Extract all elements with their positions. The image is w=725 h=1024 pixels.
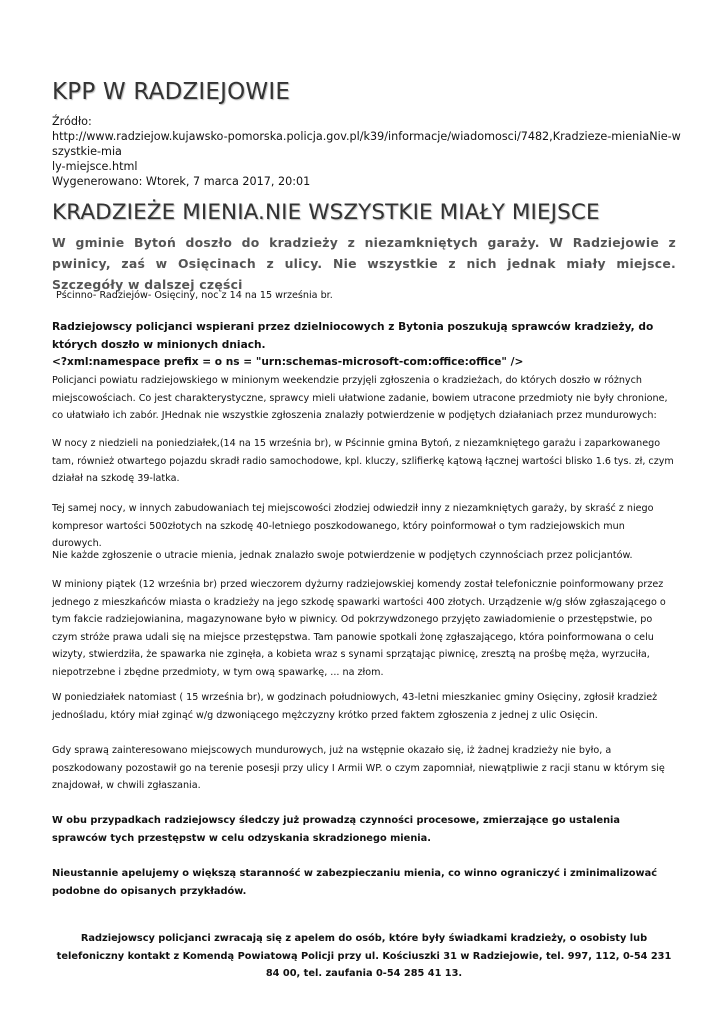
paragraph-5: W miniony piątek (12 września br) przed wieczorem dyżurny radziejowskiej komendy został telefonicznie poinformowany przez jednego z mieszkańców miasta o kradzieży na jego szkodę spawarki wartości 400 złotych. Urządzenie w/g słów zgłaszającego o tym fakcie radziejowianina, magazynowane było w piwnicy. Od pokrzywdzonego przyjęto zawiadomienie o przestępstwie, po czym stróże prawa udali się na miejsce przestępstwa. Tam panowie spotkali żonę zgłaszającego, która poinformowana o celu wizyty, stwierdziła, że spawarka nie zginęła, a kobieta wraz s synami sprzątając piwnicę, zresztą na prośbę męża, wyrzuciła, niepotrzebne i zbędne przedmioty, w tym ową spawarkę, ... na złom.	[52, 579, 666, 678]
paragraph-1: Policjanci powiatu radziejowskiego w minionym weekendzie przyjęli zgłoszenia o kradzieżach, do których doszło w różnych miejscowościach. Co jest charakterystyczne, sprawcy mieli ułatwione zadanie, bowiem utracone przedmioty nie były chronione, co ułatwiało ich zabór. JHednak nie wszystkie zgłoszenia znalazły potwierdzenie w podjętych działaniach przez mundurowych:	[52, 375, 668, 421]
paragraph-4: Nie każde zgłoszenie o utracie mienia, jednak znalazło swoje potwierdzenie w podjętych czynnościach przez policjantów.	[52, 550, 633, 561]
paragraph-3: Tej samej nocy, w innych zabudowaniach tej miejscowości złodziej odwiedził inny z niezamkniętych garaży, by skraść z niego kompresor wartości 500złotych na szkodę 40-letniego poszkodowanego, który poinformował o tym radziejowskich mun durowych.	[52, 503, 654, 549]
source-meta	[52, 114, 682, 189]
generated-date: Wygenerowano: Wtorek, 7 marca 2017, 20:01	[52, 175, 311, 188]
paragraph-8: W obu przypadkach radziejowscy śledczy już prowadzą czynności procesowe, zmierzające go ustalenia sprawców tych przestępstw w celu odzyskania skradzionego mienia.	[52, 815, 621, 844]
article-lead: W gminie Bytoń doszło do kradzieży z niezamkniętych garaży. W Radziejowie z pwinicy, zaś w Osięcinach z ulicy. Nie wszystkie z nich jednak miały miejsce. Szczegóły w dalszej części	[52, 235, 676, 292]
paragraph-7: Gdy sprawą zainteresowano miejscowych mundurowych, już na wstępnie okazało się, iż żadnej kradzieży nie było, a poszkodowany pozostawił go na terenie posesji przy ulicy I Armii WP. o czym zapomniał, niewątpliwie z racji stanu w którym się znajdował, w chwili zgłaszania.	[52, 745, 665, 791]
paragraph-9: Nieustannie apelujemy o większą staranność w zabezpieczaniu mienia, co winno ograniczyć i zminimalizować podobne do opisanych przykładów.	[52, 868, 657, 897]
source-url-line1: http://www.radziejow.kujawsko-pomorska.policja.gov.pl/k39/informacje/wiadomosci/7482,Kradzieze-mieniaNie-wszystkie-mia	[52, 130, 681, 158]
place-line: Pścinno- Radziejów- Osięciny, noc z 14 na 15 września br.	[56, 290, 333, 301]
xml-namespace-line: <?xml:namespace prefix = o ns = "urn:schemas-microsoft-com:office:office" />	[52, 356, 524, 368]
source-label: Źródło:	[52, 115, 92, 128]
article-title: KRADZIEŻE MIENIA.NIE WSZYSTKIE MIAŁY MIEJSCE	[52, 199, 600, 225]
bold-intro-block	[52, 319, 672, 372]
source-url-line2: ly-miejsce.html	[52, 160, 138, 173]
source-url[interactable]	[52, 129, 682, 174]
site-title: KPP W RADZIEJOWIE	[52, 79, 291, 106]
paragraph-6: W poniedziałek natomiast ( 15 września br), w godzinach południowych, 43-letni mieszkaniec gminy Osięciny, zgłosił kradzież jednośladu, który miał zginąć w/g dzwoniącego mężczyzny krótko przed faktem zgłoszenia z jednej z ulic Osięcin.	[52, 692, 658, 721]
contact-appeal: Radziejowscy policjanci zwracają się z apelem do osób, które były świadkami kradzieży, o osobisty lub telefoniczny kontakt z Komendą Powiatową Policji przy ul. Kościuszki 31 w Radziejowie, tel. 997, 112, 0-54 231 84 00, tel. zaufania 0-54 285 41 13.	[56, 933, 672, 979]
paragraph-2: W nocy z niedzieli na poniedziałek,(14 na 15 września br), w Pścinnie gmina Bytoń, z niezamkniętego garażu i zaparkowanego tam, również otwartego pojazdu skradł radio samochodowe, kpl. kluczy, szlifierkę kątową łącznej wartości blisko 1.6 tys. zł, czym działał na szkodę 39-latka.	[52, 438, 674, 484]
bold-intro: Radziejowscy policjanci wspierani przez dzielniocowych z Bytonia poszukują sprawców kradzieży, do których doszło w minionych dniach.	[52, 321, 654, 351]
